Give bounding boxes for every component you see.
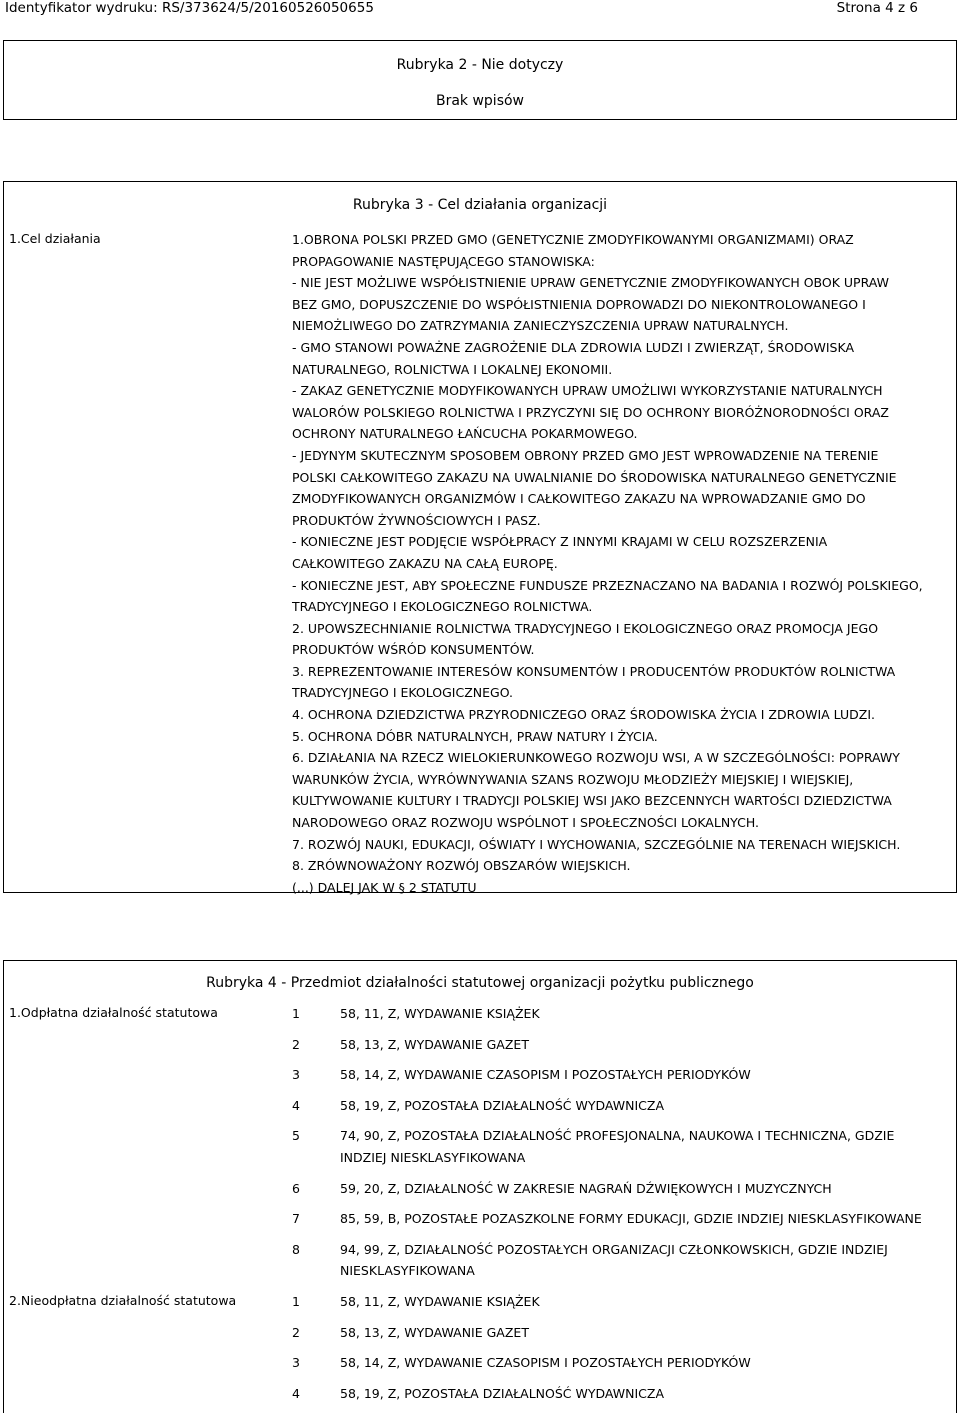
- activity-row: [292, 1208, 942, 1230]
- cel-line: ZMODYFIKOWANYCH ORGANIZMÓW I CAŁKOWITEGO ZAKAZU NA WPROWADZANIE GMO DO: [292, 491, 866, 507]
- activity-number: 6: [292, 1180, 300, 1196]
- activity-number: 3: [292, 1067, 300, 1083]
- activity-row: [292, 1322, 942, 1344]
- rubryka-4-title: Rubryka 4 - Przedmiot działalności statutowej organizacji pożytku publicznego: [206, 975, 754, 991]
- cel-line: CAŁKOWITEGO ZAKAZU NA CAŁĄ EUROPĘ.: [292, 555, 558, 571]
- page-number: Strona 4 z 6: [836, 0, 918, 16]
- cel-line: BEZ GMO, DOPUSZCZENIE DO WSPÓŁISTNIENIA DOPROWADZI DO NIEKONTROLOWANEGO I: [292, 296, 866, 312]
- cel-line: WARUNKÓW ŻYCIA, WYRÓWNYWANIA SZANS ROZWOJU MŁODZIEŻY MIEJSKIEJ I WIEJSKIEJ,: [292, 771, 854, 787]
- activity-number: 4: [292, 1097, 300, 1113]
- activity-row: [292, 1064, 942, 1086]
- activity-description-line: 58, 14, Z, WYDAWANIE CZASOPISM I POZOSTAŁYCH PERIODYKÓW: [340, 1355, 751, 1371]
- cel-line: NATURALNEGO, ROLNICTWA I LOKALNEJ EKONOMII.: [292, 361, 613, 377]
- activity-number: 1: [292, 1294, 300, 1309]
- cel-line: - GMO STANOWI POWAŻNE ZAGROŻENIE DLA ZDROWIA LUDZI I ZWIERZĄT, ŚRODOWISKA: [292, 339, 855, 355]
- print-identifier: Identyfikator wydruku: RS/373624/5/20160526050655: [5, 0, 374, 16]
- activity-description: [340, 1291, 940, 1313]
- activity-description-line: 59, 20, Z, DZIAŁALNOŚĆ W ZAKRESIE NAGRAŃ DŹWIĘKOWYCH I MUZYCZNYCH: [340, 1180, 832, 1196]
- activity-row: [292, 1239, 942, 1282]
- activity-row: [292, 1034, 942, 1056]
- activity-description-line: 58, 11, Z, WYDAWANIE KSIĄŻEK: [340, 1006, 540, 1021]
- activity-description-line: 58, 19, Z, POZOSTAŁA DZIAŁALNOŚĆ WYDAWNICZA: [340, 1097, 664, 1113]
- activity-row: [292, 1095, 942, 1117]
- cel-line: 6. DZIAŁANIA NA RZECZ WIELOKIERUNKOWEGO ROZWOJU WSI, A W SZCZEGÓLNOŚCI: POPRAWY: [292, 750, 900, 766]
- activity-description-line: INDZIEJ NIESKLASYFIKOWANA: [340, 1149, 526, 1165]
- cel-line: 7. ROZWÓJ NAUKI, EDUKACJI, OŚWIATY I WYCHOWANIA, SZCZEGÓLNIE NA TERENACH WIEJSKICH.: [292, 836, 901, 852]
- rubryka-2-content: Brak wpisów: [435, 93, 525, 109]
- activity-description-line: 85, 59, B, POZOSTAŁE POZASZKOLNE FORMY EDUKACJI, GDZIE INDZIEJ NIESKLASYFIKOWANE: [340, 1211, 922, 1227]
- activity-description-line: 58, 19, Z, POZOSTAŁA DZIAŁALNOŚĆ WYDAWNICZA: [340, 1385, 664, 1401]
- activity-row: [292, 1003, 942, 1025]
- activity-number: 2: [292, 1036, 300, 1052]
- activity-description-line: 74, 90, Z, POZOSTAŁA DZIAŁALNOŚĆ PROFESJONALNA, NAUKOWA I TECHNICZNA, GDZIE: [340, 1128, 895, 1144]
- cel-line: PRODUKTÓW ŻYWNOŚCIOWYCH I PASZ.: [292, 512, 541, 528]
- rubryka-3-box: [3, 181, 957, 893]
- cel-line: PRODUKTÓW WŚRÓD KONSUMENTÓW.: [292, 642, 535, 658]
- cel-line: - ZAKAZ GENETYCZNIE MODYFIKOWANYCH UPRAW UMOŻLIWI WYKORZYSTANIE NATURALNYCH: [292, 383, 883, 399]
- cel-line: 5. OCHRONA DÓBR NATURALNYCH, PRAW NATURY I ŻYCIA.: [292, 728, 658, 744]
- activity-number: 4: [292, 1385, 300, 1401]
- rubryka-4-box: [3, 960, 957, 1413]
- cel-line: - NIE JEST MOŻLIWE WSPÓŁISTNIENIE UPRAW GENETYCZNIE ZMODYFIKOWANYCH OBOK UPRAW: [292, 275, 889, 291]
- activity-description: [340, 1064, 940, 1086]
- activity-number: 7: [292, 1211, 300, 1227]
- cel-line: 2. UPOWSZECHNIANIE ROLNICTWA TRADYCYJNEGO I EKOLOGICZNEGO ORAZ PROMOCJA JEGO: [292, 620, 879, 636]
- cel-line: PROPAGOWANIE NASTĘPUJĄCEGO STANOWISKA:: [292, 253, 595, 269]
- activity-description: [340, 1003, 940, 1025]
- activity-number: 8: [292, 1241, 300, 1257]
- cel-line: KULTYWOWANIE KULTURY I TRADYCJI POLSKIEJ WSI JAKO BEZCENNYCH WARTOŚCI DZIEDZICTWA: [292, 793, 892, 809]
- cel-line: - JEDYNYM SKUTECZNYM SPOSOBEM OBRONY PRZED GMO JEST WPROWADZENIE NA TERENIE: [292, 447, 879, 463]
- activity-description: [340, 1125, 940, 1168]
- activity-row: [292, 1383, 942, 1405]
- cel-line: 3. REPREZENTOWANIE INTERESÓW KONSUMENTÓW I PRODUCENTÓW PRODUKTÓW ROLNICTWA: [292, 663, 896, 679]
- activity-row: [292, 1291, 942, 1313]
- activity-description-line: 58, 14, Z, WYDAWANIE CZASOPISM I POZOSTAŁYCH PERIODYKÓW: [340, 1067, 751, 1083]
- cel-dzialania-label: 1.Cel działania: [9, 231, 101, 246]
- activity-section-label: 2.Nieodpłatna działalność statutowa: [9, 1293, 237, 1308]
- cel-line: 4. OCHRONA DZIEDZICTWA PRZYRODNICZEGO ORAZ ŚRODOWISKA ŻYCIA I ZDROWIA LUDZI.: [292, 707, 876, 723]
- activity-section-label: 1.Odpłatna działalność statutowa: [9, 1005, 218, 1020]
- activity-description: [340, 1352, 940, 1374]
- activity-description-line: 58, 13, Z, WYDAWANIE GAZET: [340, 1036, 529, 1052]
- activity-description-line: 94, 99, Z, DZIAŁALNOŚĆ POZOSTAŁYCH ORGANIZACJI CZŁONKOWSKICH, GDZIE INDZIEJ: [340, 1241, 888, 1257]
- cel-line: TRADYCYJNEGO I EKOLOGICZNEGO.: [292, 685, 514, 701]
- activity-description: [340, 1034, 940, 1056]
- cel-line: POLSKI CAŁKOWITEGO ZAKAZU NA UWALNIANIE DO ŚRODOWISKA NATURALNEGO GENETYCZNIE: [292, 469, 897, 485]
- activity-description: [340, 1178, 940, 1200]
- activity-description-line: NIESKLASYFIKOWANA: [340, 1263, 475, 1279]
- print-header: [0, 0, 960, 18]
- cel-line: 1.OBRONA POLSKI PRZED GMO (GENETYCZNIE ZMODYFIKOWANYMI ORGANIZMAMI) ORAZ: [292, 232, 854, 247]
- cel-line: - KONIECZNE JEST PODJĘCIE WSPÓŁPRACY Z INNYMI KRAJAMI W CELU ROZSZERZENIA: [292, 534, 828, 550]
- activity-description: [340, 1383, 940, 1405]
- cel-line: WALORÓW POLSKIEGO ROLNICTWA I PRZYCZYNI SIĘ DO OCHRONY BIORÓŻNORODNOŚCI ORAZ: [292, 404, 889, 420]
- cel-dzialania-text: [292, 229, 947, 898]
- cel-line: OCHRONY NATURALNEGO ŁAŃCUCHA POKARMOWEGO.: [292, 426, 638, 442]
- rubryka-3-title: Rubryka 3 - Cel działania organizacji: [352, 197, 608, 213]
- activity-number: 1: [292, 1006, 300, 1021]
- activity-description: [340, 1239, 940, 1282]
- activity-description-line: 58, 13, Z, WYDAWANIE GAZET: [340, 1324, 529, 1340]
- activity-number: 2: [292, 1324, 300, 1340]
- rubryka-2-title: Rubryka 2 - Nie dotyczy: [396, 57, 564, 73]
- activity-row: [292, 1352, 942, 1374]
- cel-line: TRADYCYJNEGO I EKOLOGICZNEGO ROLNICTWA.: [292, 599, 593, 615]
- cel-line: (...) DALEJ JAK W § 2 STATUTU: [292, 879, 477, 895]
- rubryka-2-box: [3, 40, 957, 120]
- cel-line: NIEMOŻLIWEGO DO ZATRZYMANIA ZANIECZYSZCZENIA UPRAW NATURALNYCH.: [292, 318, 789, 334]
- activity-description: [340, 1095, 940, 1117]
- activity-row: [292, 1178, 942, 1200]
- activity-row: [292, 1125, 942, 1168]
- activity-number: 5: [292, 1128, 300, 1144]
- activity-description-line: 58, 11, Z, WYDAWANIE KSIĄŻEK: [340, 1294, 540, 1309]
- activity-number: 3: [292, 1355, 300, 1371]
- cel-line: NARODOWEGO ORAZ ROZWOJU WSPÓLNOT I SPOŁECZNOŚCI LOKALNYCH.: [292, 815, 760, 831]
- activity-description: [340, 1208, 940, 1230]
- cel-line: 8. ZRÓWNOWAŻONY ROZWÓJ OBSZARÓW WIEJSKICH.: [292, 858, 631, 874]
- activity-description: [340, 1322, 940, 1344]
- cel-line: - KONIECZNE JEST, ABY SPOŁECZNE FUNDUSZE PRZEZNACZANO NA BADANIA I ROZWÓJ POLSKIEGO,: [292, 577, 923, 593]
